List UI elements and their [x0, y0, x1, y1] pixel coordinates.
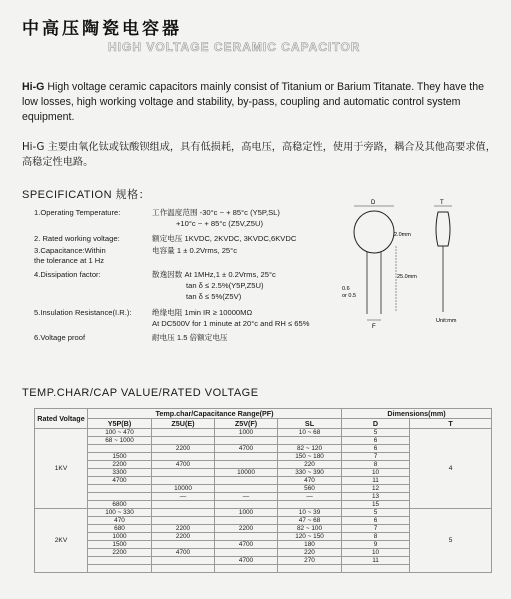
table-cell: 11	[342, 557, 410, 565]
table-cell	[278, 565, 342, 573]
table-cell: 220	[278, 461, 342, 469]
capacitor-body-side	[436, 212, 450, 246]
label-f: F	[372, 324, 376, 330]
table-cell: 12	[342, 485, 410, 493]
table-cell: 330 ~ 390	[278, 469, 342, 477]
table-cell: 10000	[215, 469, 278, 477]
label-lead-a: 0.6	[342, 286, 350, 292]
table-cell	[278, 501, 342, 509]
table-cell: 270	[278, 557, 342, 565]
spec-label: 5.Insulation Resistance(I.R.):	[34, 308, 132, 317]
table-cell: 3300	[88, 469, 152, 477]
spec-label: 4.Dissipation factor:	[34, 270, 101, 279]
spec-heading: SPECIFICATION 规格：	[22, 189, 151, 201]
label-t: T	[440, 200, 444, 206]
table-cell: 4700	[88, 477, 152, 485]
table-cell	[152, 541, 215, 549]
table-cell: 15	[342, 501, 410, 509]
spec-value: tan δ ≤ 2.5%(Y5P,Z5U)	[186, 281, 264, 290]
table-cell: 11	[342, 477, 410, 485]
label-dim-len: 25.0mm	[397, 274, 417, 280]
table-cell	[152, 517, 215, 525]
table-cell: 10000	[152, 485, 215, 493]
table-cell: 2200	[152, 445, 215, 453]
table-cell: 68 ~ 1000	[88, 437, 152, 445]
table-cell	[215, 533, 278, 541]
table-cell	[88, 485, 152, 493]
spec-value: 绝缘电阻 1min IR ≥ 10000MΩ	[152, 308, 253, 317]
table-cell	[215, 485, 278, 493]
intro-text-en: High voltage ceramic capacitors mainly consist of Titanium or Barium Titanate. They have the low losses, high working voltage and stability, by-pass, coupling and automatic control system equipment.	[22, 81, 485, 123]
rated-voltage-cell: 2KV	[35, 509, 88, 573]
table-cell: 47 ~ 68	[278, 517, 342, 525]
table-cell	[215, 461, 278, 469]
table-cell: 470	[88, 517, 152, 525]
table-cell: 4700	[152, 461, 215, 469]
header-temp-char: Temp.char/Capacitance Range(PF)	[88, 409, 342, 419]
spec-label: 3.Capacitance:Within	[34, 246, 106, 255]
table-cell: 220	[278, 549, 342, 557]
table-cell: 150 ~ 180	[278, 453, 342, 461]
table-cell	[152, 565, 215, 573]
spec-value: 耐电压 1.5 倍额定电压	[152, 333, 228, 342]
table-cell: 4700	[215, 445, 278, 453]
table-cell: —	[152, 493, 215, 501]
intro-paragraph-cn: Hi-G 主要由氧化钛或钛酸钡组成，具有低损耗，高电压，高稳定性，使用于旁路，耦合及其他高要求值，高稳定性电路。	[22, 142, 496, 168]
table-cell: 6	[342, 517, 410, 525]
table-cell: 82 ~ 120	[278, 445, 342, 453]
table-cell: 7	[342, 453, 410, 461]
table-cell	[152, 557, 215, 565]
table-cell	[152, 477, 215, 485]
table-cell: 2200	[215, 525, 278, 533]
thickness-cell: 5	[410, 509, 492, 573]
table-cell	[152, 509, 215, 517]
spec-value: 电容量 1 ± 0.2Vrms, 25°c	[152, 246, 237, 255]
table-cell: 6	[342, 437, 410, 445]
column-header: Y5P(B)	[88, 419, 152, 429]
table-cell	[215, 477, 278, 485]
table-cell: —	[278, 493, 342, 501]
table-cell	[152, 437, 215, 445]
table-cell: 4700	[152, 549, 215, 557]
table-cell	[215, 501, 278, 509]
table-cell: 5	[342, 509, 410, 517]
table-cell	[88, 557, 152, 565]
spec-label: the tolerance at 1 Hz	[34, 256, 105, 265]
intro-paragraph-en	[22, 80, 500, 125]
table-cell: —	[215, 493, 278, 501]
table-cell: 1000	[215, 429, 278, 437]
table-cell: 2200	[88, 461, 152, 469]
table-row	[35, 509, 492, 517]
spec-table	[34, 408, 492, 573]
table-cell: 4700	[215, 541, 278, 549]
spec-value: +10°c ~ + 85°c (Z5V,Z5U)	[176, 219, 264, 228]
intro-brand: Hi-G	[22, 81, 45, 93]
table-cell	[88, 565, 152, 573]
thickness-cell: 4	[410, 429, 492, 509]
spec-value: tan δ ≤ 5%(Z5V)	[186, 292, 242, 301]
table-cell: 680	[88, 525, 152, 533]
table-cell: 4700	[215, 557, 278, 565]
spec-label: 1.Operating Temperature:	[34, 208, 121, 217]
table-cell	[215, 549, 278, 557]
label-unit: Unit:mm	[436, 318, 457, 324]
page-title-en: HIGH VOLTAGE CERAMIC CAPACITOR	[108, 40, 361, 54]
spec-value: 散逸因数 At 1MHz,1 ± 0.2Vrms, 25°c	[152, 270, 276, 279]
table-cell: 10 ~ 39	[278, 509, 342, 517]
table-cell: 10	[342, 469, 410, 477]
table-cell	[152, 501, 215, 509]
table-heading: TEMP.CHAR/CAP VALUE/RATED VOLTAGE	[22, 387, 259, 399]
table-cell: 100 ~ 330	[88, 509, 152, 517]
table-cell	[278, 437, 342, 445]
table-cell: 100 ~ 470	[88, 429, 152, 437]
table-cell: 6	[342, 445, 410, 453]
column-header: Z5U(E)	[152, 419, 215, 429]
table-cell: 180	[278, 541, 342, 549]
table-cell: 1500	[88, 453, 152, 461]
label-lead-b: or 0.5	[342, 293, 357, 299]
table-cell	[342, 565, 410, 573]
label-dim-top: 2.0mm	[394, 232, 411, 238]
table-cell	[215, 517, 278, 525]
header-dimensions: Dimensions(mm)	[342, 409, 492, 419]
spec-label: 2. Rated working voltage:	[34, 234, 120, 243]
table-cell	[88, 445, 152, 453]
table-cell: 1500	[88, 541, 152, 549]
table-cell: 10 ~ 68	[278, 429, 342, 437]
table-cell: 2200	[88, 549, 152, 557]
capacitor-body-front	[354, 211, 394, 253]
table-cell: 8	[342, 533, 410, 541]
table-cell: 10	[342, 549, 410, 557]
column-header: Z5V(F)	[215, 419, 278, 429]
table-cell	[152, 453, 215, 461]
table-cell	[215, 437, 278, 445]
table-cell: 2200	[152, 533, 215, 541]
table-cell: 8	[342, 461, 410, 469]
table-cell	[152, 469, 215, 477]
table-cell: 1000	[215, 509, 278, 517]
table-cell: 7	[342, 525, 410, 533]
header-rated-voltage: Rated Voltage	[35, 409, 88, 429]
label-d: D	[371, 200, 376, 206]
capacitor-diagram	[330, 194, 500, 334]
table-cell: 560	[278, 485, 342, 493]
table-cell: 13	[342, 493, 410, 501]
table-cell	[215, 565, 278, 573]
table-cell: 2200	[152, 525, 215, 533]
spec-value: 额定电压 1KVDC, 2KVDC, 3KVDC,6KVDC	[152, 234, 297, 243]
column-header: D	[342, 419, 410, 429]
table-cell: 5	[342, 429, 410, 437]
table-cell: 1000	[88, 533, 152, 541]
column-header: T	[410, 419, 492, 429]
table-cell: 120 ~ 150	[278, 533, 342, 541]
table-cell	[88, 493, 152, 501]
table-cell: 9	[342, 541, 410, 549]
page-title-cn: 中高压陶瓷电容器	[22, 19, 182, 39]
table-row	[35, 429, 492, 437]
table-cell: 470	[278, 477, 342, 485]
table-cell	[152, 429, 215, 437]
rated-voltage-cell: 1KV	[35, 429, 88, 509]
table-cell: 82 ~ 100	[278, 525, 342, 533]
spec-value: At DC500V for 1 minute at 20°c and RH ≤ 65%	[152, 319, 310, 328]
table-cell: 6800	[88, 501, 152, 509]
spec-label: 6.Voltage proof	[34, 333, 86, 342]
column-header: SL	[278, 419, 342, 429]
spec-value: 工作温度范围 -30°c ~ + 85°c (Y5P,SL)	[152, 208, 280, 217]
table-cell	[215, 453, 278, 461]
